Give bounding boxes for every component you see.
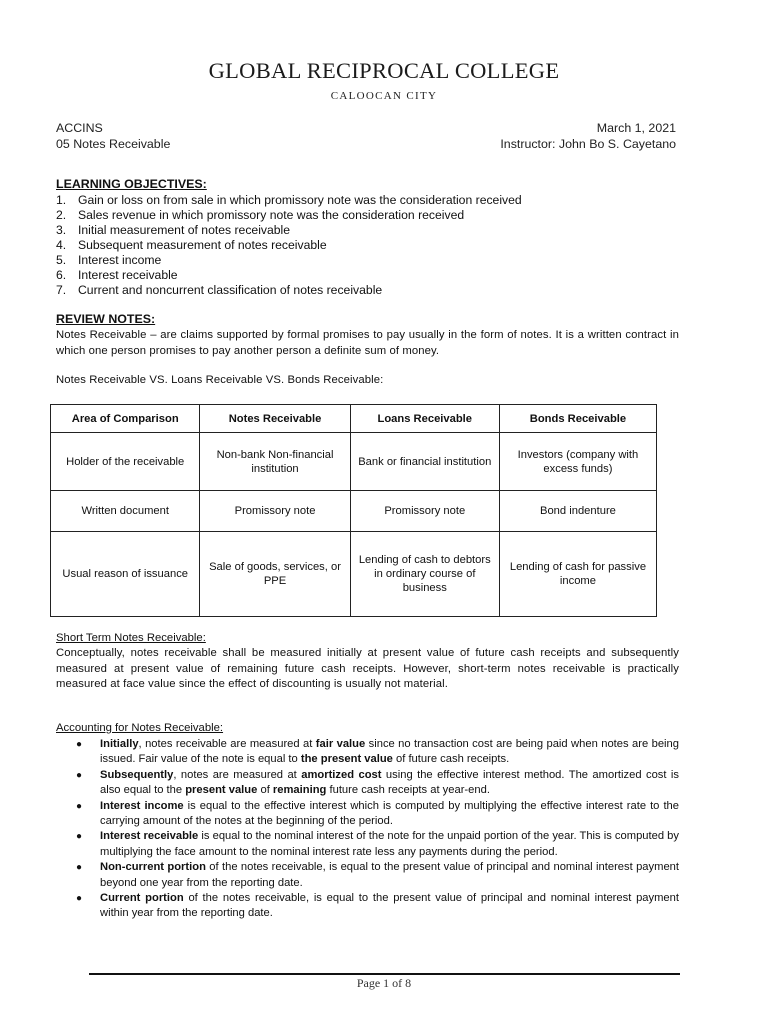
instructor-name: Instructor: John Bo S. Cayetano [500, 137, 676, 151]
table-row [51, 532, 657, 617]
item-text: Interest income [78, 253, 162, 267]
body-text: , notes are measured at [173, 768, 302, 781]
bold-term: Current portion [100, 892, 184, 905]
bullet-icon: ● [76, 739, 83, 750]
bold-term: fair value [315, 738, 366, 750]
bold-term: Subsequently [100, 768, 174, 781]
module-title: 05 Notes Receivable [56, 137, 171, 151]
bullet-icon: ● [76, 893, 83, 905]
body-text: of [257, 784, 273, 797]
accounting-bullets [56, 737, 679, 922]
bullet-icon: ● [76, 769, 83, 781]
body-text: of future cash receipts. [392, 753, 510, 766]
bold-term: remaining [272, 784, 327, 797]
table-cell: Promissory note [200, 491, 350, 532]
body-text: is equal to the effective interest which is computed by multiplying the effective interest rate to the carrying amount of the notes at the beginning of the period. [100, 799, 679, 828]
table-row [51, 491, 657, 532]
column-header: Loans Receivable [350, 405, 499, 433]
table-row [51, 433, 657, 491]
table-cell: Investors (company with excess funds) [499, 433, 656, 491]
review-notes-title: REVIEW NOTES: [56, 312, 156, 326]
table-cell: Promissory note [350, 491, 499, 532]
table-cell: Holder of the receivable [51, 433, 200, 491]
list-item [56, 223, 522, 238]
objectives-list [56, 193, 522, 298]
footer-divider [89, 973, 680, 975]
body-text: , notes receivable are measured at [138, 738, 316, 750]
table-cell: Usual reason of issuance [51, 532, 200, 617]
body-text: using the effective interest method. The amortized cost is also equal to the [100, 768, 680, 797]
item-number: 7. [56, 283, 67, 297]
short-term-title: Short Term Notes Receivable: [56, 632, 206, 644]
table-cell: Sale of goods, services, or PPE [200, 532, 350, 617]
objectives-title: LEARNING OBJECTIVES: [56, 177, 207, 191]
notes-receivable-definition: Notes Receivable – are claims supported by formal promises to pay usually in the form of notes. It is a written contract in which one person promises to pay another person a definite sum of money. [56, 329, 679, 357]
list-item [56, 268, 522, 283]
item-number: 4. [56, 238, 67, 252]
bold-term: Non-current portion [100, 861, 206, 874]
table-cell: Bank or financial institution [350, 433, 499, 491]
short-term-text: Conceptually, notes receivable shall be measured initially at present value of future cash receipts and subsequently measured at present value of remaining future cash receipts. However, short-term notes receivable is practically measured at face value since the effect of discounting is usually not material. [56, 647, 679, 690]
column-header: Bonds Receivable [499, 405, 656, 433]
list-item [56, 208, 522, 223]
page-number: Page 1 of 8 [356, 976, 412, 990]
list-item [56, 829, 679, 860]
table-cell: Lending of cash for passive income [499, 532, 656, 617]
bullet-icon: ● [76, 800, 83, 812]
body-text: is equal to the nominal interest of the note for the unpaid portion of the year. This is computed by multiplying the face amount to the nominal interest rate less any payments during the period. [100, 830, 680, 858]
course-code: ACCINS [56, 121, 103, 135]
bold-term: amortized cost [301, 768, 382, 781]
bold-term: present value [185, 784, 258, 797]
table-header-row [51, 405, 657, 433]
body-text: of the notes receivable, is equal to the present value of principal and nominal interest payment within year from the reporting date. [100, 892, 679, 920]
item-number: 1. [56, 193, 67, 207]
item-number: 5. [56, 253, 67, 267]
item-number: 6. [56, 268, 67, 282]
body-text: since no transaction cost are being paid when notes are being issued. Fair value of the note is equal to [100, 738, 679, 766]
body-text: of the notes receivable, is equal to the present value of principal and nominal interest payment beyond one year from the reporting date. [100, 861, 679, 889]
list-item [56, 253, 522, 268]
list-item [56, 238, 522, 253]
table-cell: Written document [51, 491, 200, 532]
item-text: Initial measurement of notes receivable [78, 223, 291, 237]
list-item [56, 799, 679, 830]
item-text: Subsequent measurement of notes receivable [78, 238, 327, 252]
list-item [56, 737, 679, 768]
column-header: Notes Receivable [200, 405, 350, 433]
item-number: 2. [56, 208, 67, 222]
list-item [56, 193, 522, 208]
item-text: Sales revenue in which promissory note was the consideration received [78, 208, 465, 222]
list-item [56, 891, 679, 922]
document-date: March 1, 2021 [596, 121, 676, 135]
comparison-table [50, 404, 657, 617]
comparison-intro: Notes Receivable VS. Loans Receivable VS. Bonds Receivable: [56, 374, 384, 386]
bold-term: Interest income [100, 799, 184, 812]
table-cell: Bond indenture [499, 491, 656, 532]
college-name: GLOBAL RECIPROCAL COLLEGE [208, 58, 560, 83]
item-text: Interest receivable [78, 268, 178, 282]
list-item [56, 768, 679, 799]
bullet-icon: ● [76, 831, 83, 843]
list-item [56, 283, 522, 298]
bold-term: Interest receivable [100, 830, 199, 843]
list-item [56, 860, 679, 891]
table-cell: Lending of cash to debtors in ordinary course of business [350, 532, 499, 617]
item-text: Current and noncurrent classification of notes receivable [78, 283, 383, 297]
item-number: 3. [56, 223, 67, 237]
bold-term: Initially [100, 738, 139, 750]
bold-term: the present value [300, 753, 393, 766]
column-header: Area of Comparison [51, 405, 200, 433]
table-cell: Non-bank Non-financial institution [200, 433, 350, 491]
college-city: CALOOCAN CITY [330, 90, 438, 102]
bullet-icon: ● [76, 862, 83, 874]
accounting-title: Accounting for Notes Receivable: [56, 722, 224, 734]
item-text: Gain or loss on from sale in which promissory note was the consideration received [78, 193, 522, 207]
body-text: future cash receipts at year-end. [326, 784, 490, 797]
